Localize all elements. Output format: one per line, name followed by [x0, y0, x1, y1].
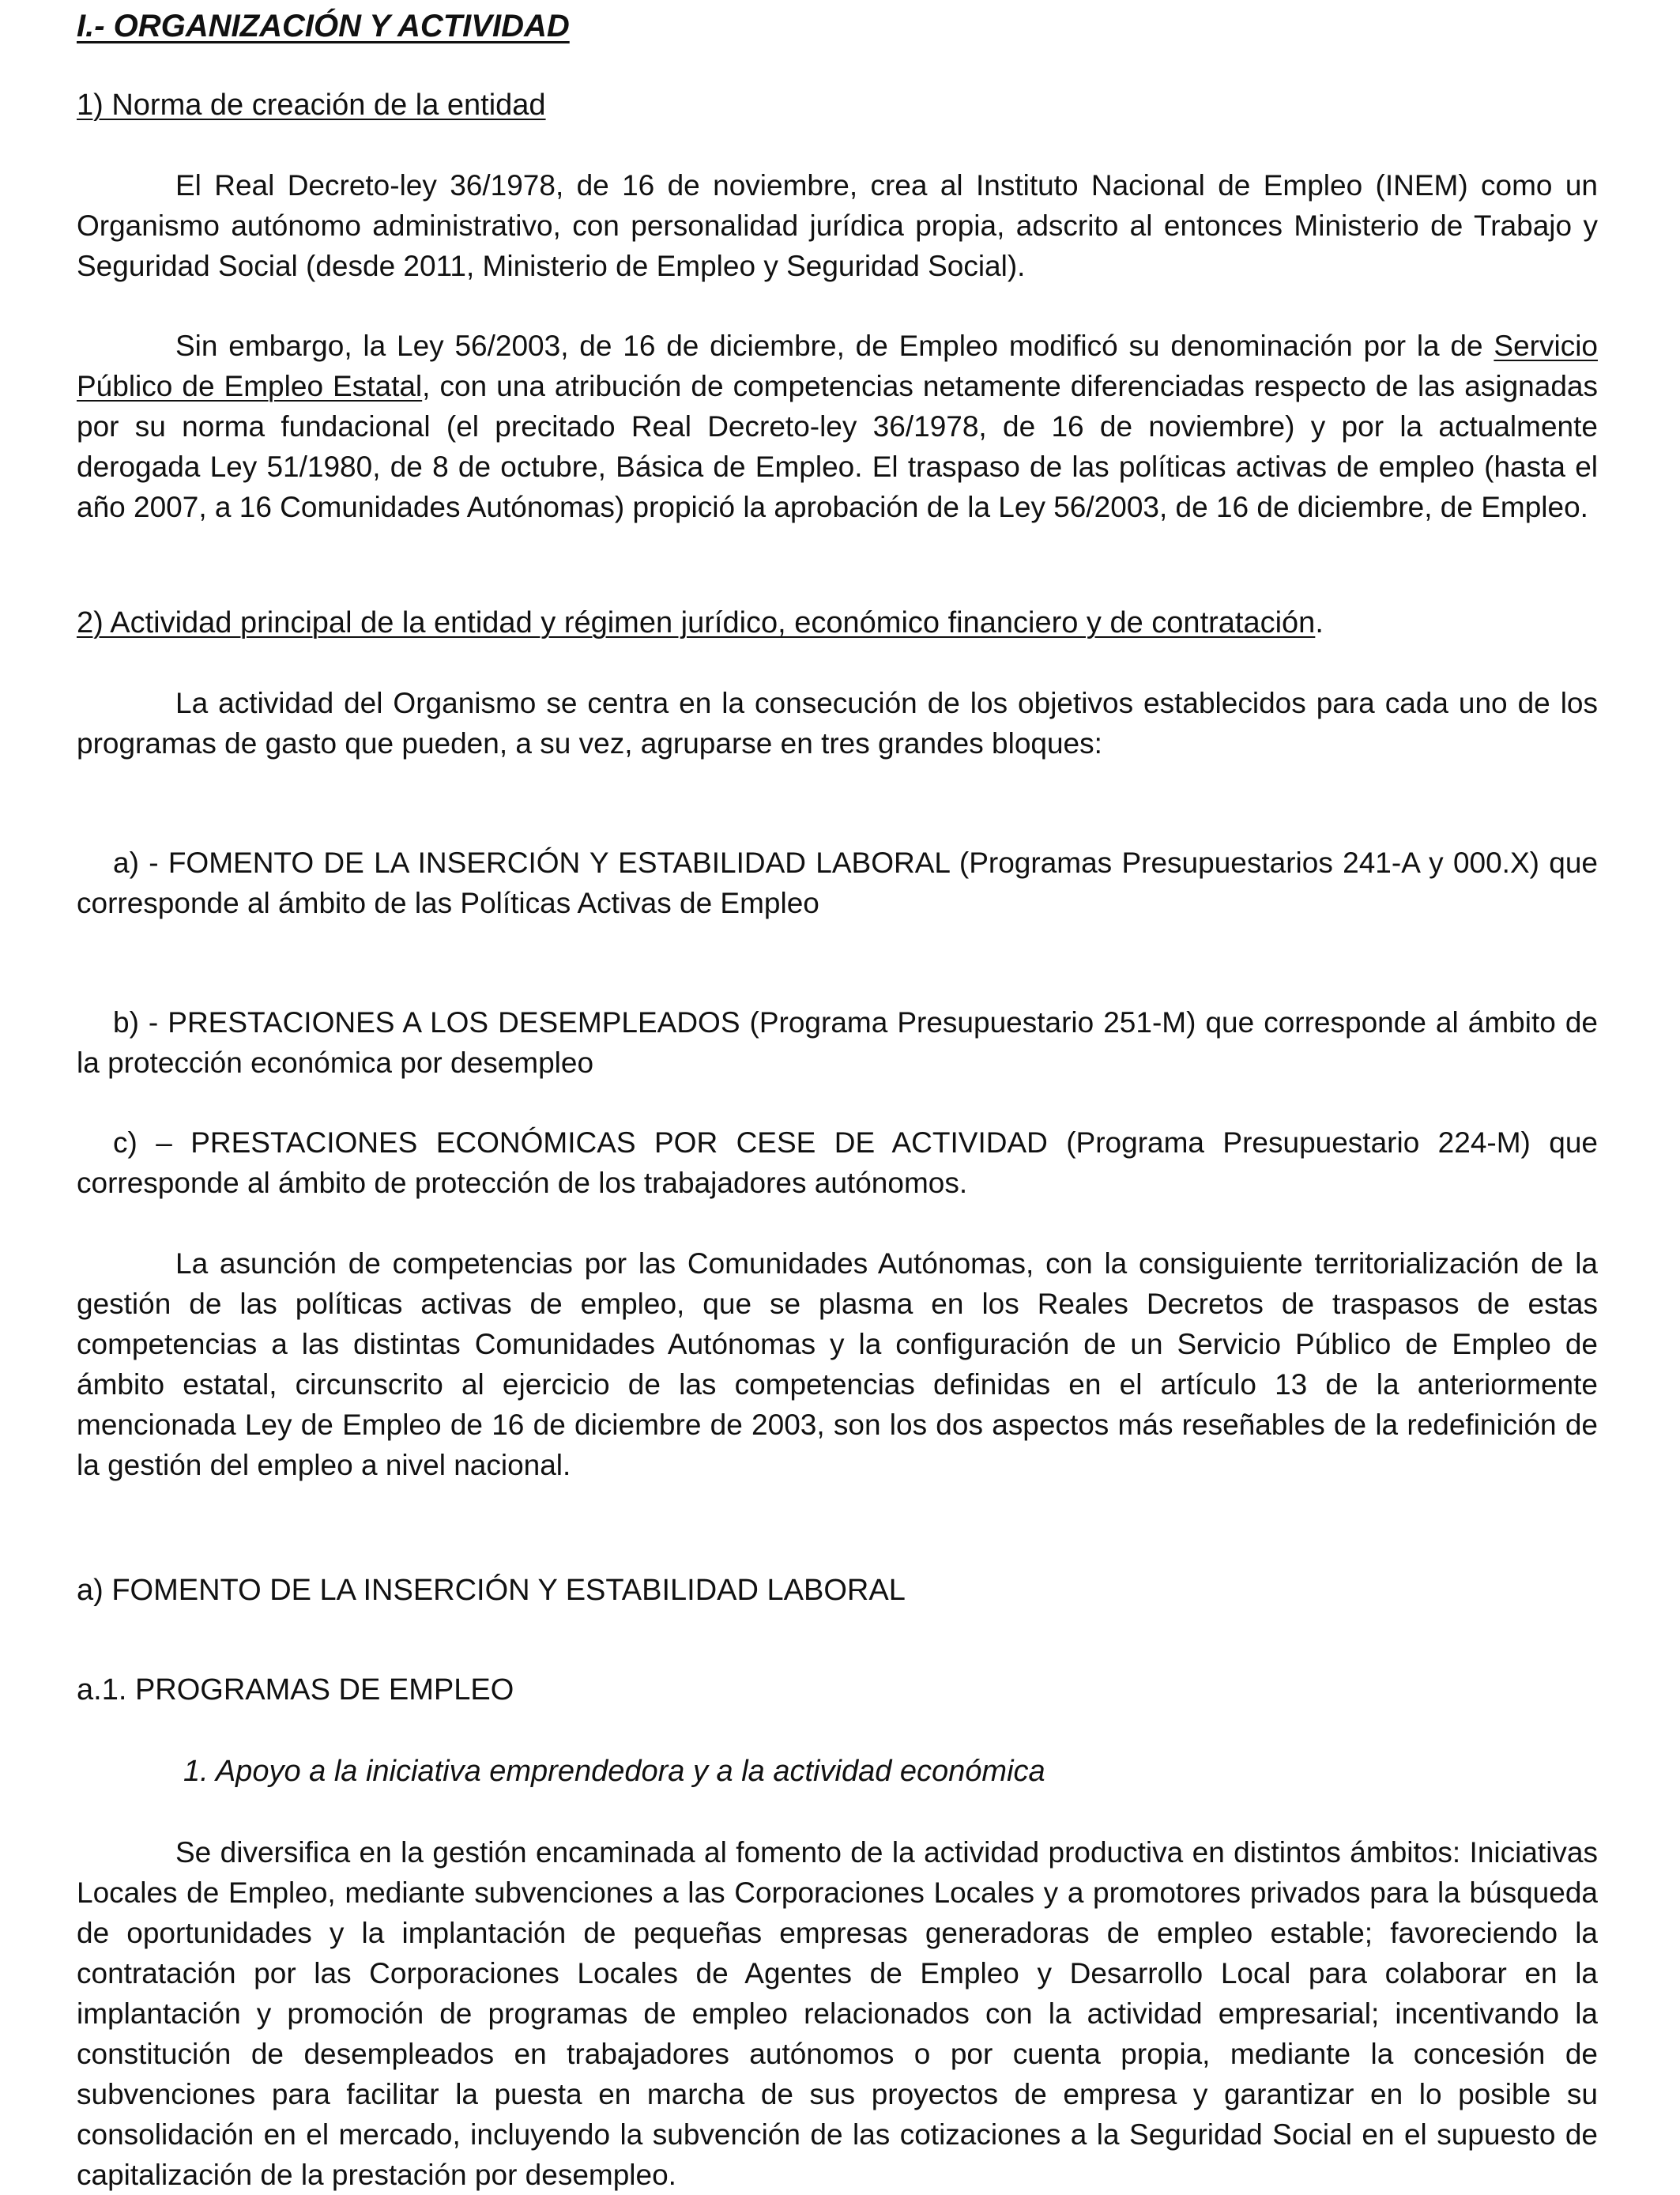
- section2-paragraph-2: La asunción de competencias por las Comunidades Autónomas, con la consiguiente territorialización de la gestión de las políticas activas de empleo, que se plasma en los Reales Decretos de traspasos de estas competencias a las distintas Comunidades Autónomas y la configuración de un Servicio Público de Empleo de ámbito estatal, circunscrito al ejercicio de las competencias definidas en el artículo 13 de la anteriormente mencionada Ley de Empleo de 16 de diciembre de 2003, son los dos aspectos más reseñables de la redefinición de la gestión del empleo a nivel nacional.: [77, 1247, 1598, 1481]
- sepe-name: Servicio Público de Empleo Estatal: [77, 330, 1598, 402]
- section2-heading-suffix: .: [1315, 606, 1324, 639]
- item1-heading: 1. Apoyo a la iniciativa emprendedora y a la actividad económica: [183, 1755, 1045, 1788]
- page-title: I.- ORGANIZACIÓN Y ACTIVIDAD: [77, 9, 570, 43]
- section2-heading-line: [77, 603, 1598, 643]
- section1-paragraph-1: El Real Decreto-ley 36/1978, de 16 de noviembre, crea al Instituto Nacional de Empleo (INEM) como un Organismo autónomo administrativo, con personalidad jurídica propia, adscrito al entonces Ministerio de Trabajo y Seguridad Social (desde 2011, Ministerio de Empleo y Seguridad Social).: [77, 169, 1598, 282]
- bloque-a-item: a) - FOMENTO DE LA INSERCIÓN Y ESTABILIDAD LABORAL (Programas Presupuestarios 241-A y 000.X) que corresponde al ámbito de las Políticas Activas de Empleo: [77, 847, 1598, 919]
- bloque-c-item: c) – PRESTACIONES ECONÓMICAS POR CESE DE ACTIVIDAD (Programa Presupuestario 224-M) que corresponde al ámbito de protección de los trabajadores autónomos.: [77, 1126, 1598, 1199]
- item1-paragraph: Se diversifica en la gestión encaminada al fomento de la actividad productiva en distintos ámbitos: Iniciativas Locales de Empleo, mediante subvenciones a las Corporaciones Locales y a promotores privados para la búsqueda de oportunidades y la implantación de pequeñas empresas generadoras de empleo estable; favoreciendo la contratación por las Corporaciones Locales de Agentes de Empleo y Desarrollo Local para colaborar en la implantación y promoción de programas de empleo relacionados con la actividad empresarial; incentivando la constitución de desempleados en trabajadores autónomos o por cuenta propia, mediante la concesión de subvenciones para facilitar la puesta en marcha de sus proyectos de empresa y garantizar en lo posible su consolidación en el mercado, incluyendo la subvención de las cotizaciones a la Seguridad Social en el supuesto de capitalización de la prestación por desempleo.: [77, 1836, 1598, 2191]
- section-a1-heading: a.1. PROGRAMAS DE EMPLEO: [77, 1673, 514, 1707]
- para2-start: Sin embargo, la Ley 56/2003, de 16 de diciembre, de Empleo modificó su denominación por la de: [175, 330, 1494, 362]
- section-a-heading: a) FOMENTO DE LA INSERCIÓN Y ESTABILIDAD LABORAL: [77, 1574, 906, 1607]
- section1-heading: 1) Norma de creación de la entidad: [77, 89, 546, 122]
- section2-heading: 2) Actividad principal de la entidad y régimen jurídico, económico financiero y de contratación: [77, 606, 1316, 639]
- section1-paragraph-2: [77, 326, 1598, 527]
- para2-end: , con una atribución de competencias netamente diferenciadas respecto de las asignadas por su norma fundacional (el precitado Real Decreto-ley 36/1978, de 16 de noviembre) y por la actualmente derogada Ley 51/1980, de 8 de octubre, Básica de Empleo. El traspaso de las políticas activas de empleo (hasta el año 2007, a 16 Comunidades Autónomas) propició la aprobación de la Ley 56/2003, de 16 de diciembre, de Empleo.: [77, 370, 1598, 523]
- section2-paragraph-1: La actividad del Organismo se centra en la consecución de los objetivos establecidos para cada uno de los programas de gasto que pueden, a su vez, agruparse en tres grandes bloques:: [77, 687, 1598, 760]
- bloque-b-item: b) - PRESTACIONES A LOS DESEMPLEADOS (Programa Presupuestario 251-M) que corresponde al ámbito de la protección económica por desempleo: [77, 1006, 1598, 1079]
